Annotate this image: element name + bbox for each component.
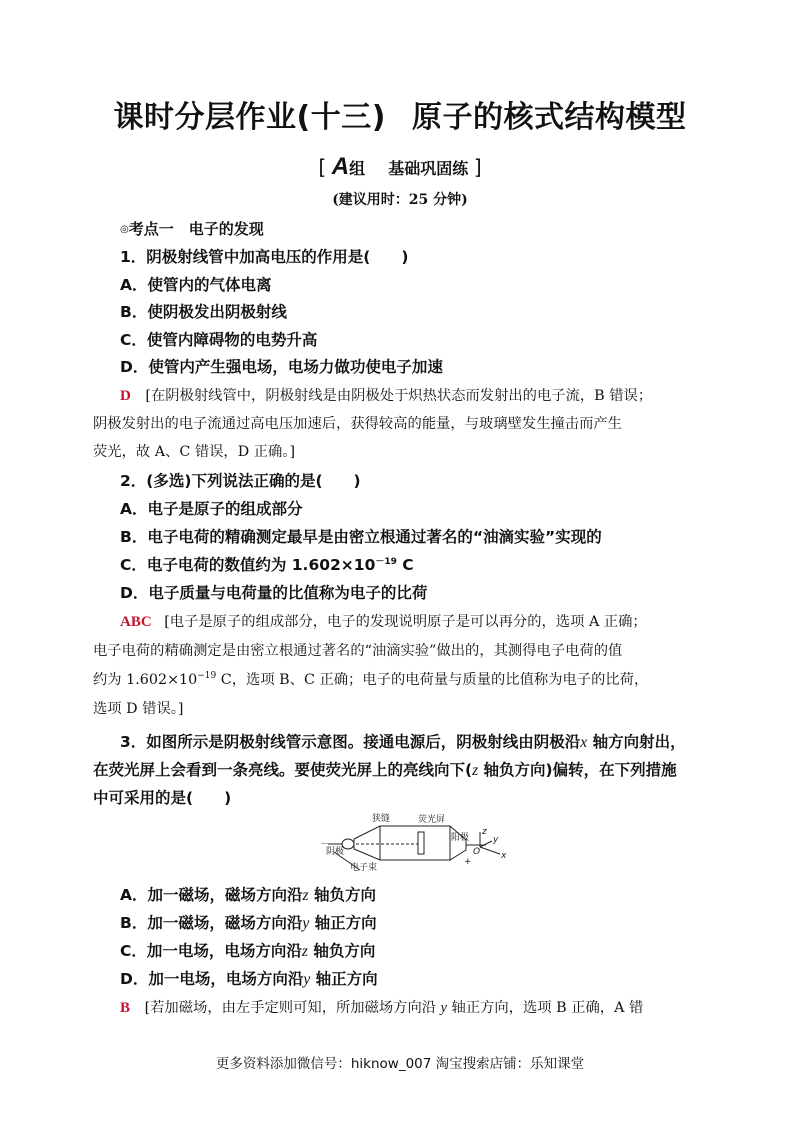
q2-option-c-unit: C <box>396 556 414 574</box>
q2-exp-exponent: −19 <box>197 671 217 682</box>
cathode-ray-tube-diagram <box>320 812 520 874</box>
label-x: x <box>501 851 507 861</box>
q2-explanation-line2: 电子电荷的精确测定是由密立根通过著名的“油滴实验”做出的，其测得电子电荷的值 <box>93 643 623 659</box>
q3-exp-post: 轴正方向，选项 B 正确，A 错 <box>446 1000 644 1016</box>
footer-note: 更多资料添加微信号：hiknow_007 淘宝搜索店铺：乐知课堂 <box>215 1056 585 1072</box>
q2-exp-text1: [电子是原子的组成部分，电子的发现说明原子是可以再分的，选项 A 正确； <box>164 614 647 630</box>
q3-option-a-var: z <box>302 887 309 904</box>
q2-option-c-text: C．电子电荷的数值约为 1.602×10 <box>120 556 376 574</box>
section-label: 考点一 电子的发现 <box>128 220 264 238</box>
q3-option-d-pre: D．加一电场，电场方向沿 <box>120 970 304 988</box>
q3-exp-pre: [若加磁场，由左手定则可知，所加磁场方向沿 <box>144 1000 441 1016</box>
q3-option-d-var: y <box>303 971 311 988</box>
q3-explanation-line1 <box>120 997 643 1017</box>
label-z: z <box>482 827 487 837</box>
group-close-bracket: ] <box>473 155 482 179</box>
q2-option-c-exponent: －19 <box>375 556 397 567</box>
label-cathode: 阴极 <box>326 847 345 857</box>
time-hint: (建议用时：25 分钟) <box>332 192 468 208</box>
q2-answer: ABC <box>120 614 152 630</box>
q3-stem-var-x: x <box>580 734 588 751</box>
q3-option-c-post: 轴负方向 <box>307 942 376 960</box>
q3-answer: B <box>120 1000 131 1016</box>
q1-explanation-line2: 阴极发射出的电子流通过高电压加速后，获得较高的能量，与玻璃壁发生撞击而产生 <box>93 416 622 432</box>
q2-explanation-line1 <box>120 611 647 631</box>
q1-explanation-line1 <box>120 385 652 405</box>
q3-stem2-text1: 在荧光屏上会看到一条亮线。要使荧光屏上的亮线向下( <box>93 761 473 779</box>
q2-stem: 2．(多选)下列说法正确的是( ) <box>120 472 361 490</box>
q3-exp-var: y <box>440 1000 447 1016</box>
q2-explanation-line4: 选项 D 错误。] <box>93 701 184 717</box>
tube-body-shape <box>354 826 466 860</box>
group-letter: A <box>331 153 350 180</box>
group-heading <box>0 153 800 181</box>
q3-option-a-post: 轴负方向 <box>308 886 376 904</box>
q2-exp-text3: 约为 1.602×10 <box>93 672 198 688</box>
q1-option-d: D．使管内产生强电场，电场力做功使电子加速 <box>120 358 443 376</box>
page-title <box>0 92 800 136</box>
q2-option-a: A．电子是原子的组成部分 <box>120 500 303 518</box>
group-open-bracket: [ <box>318 155 327 179</box>
q2-option-c <box>120 553 414 575</box>
q3-stem-line2 <box>93 758 677 780</box>
label-anode: 阳极 <box>451 833 470 843</box>
q1-explanation-line3: 荧光，故 A、C 错误，D 正确。] <box>93 444 296 460</box>
label-y: y <box>493 835 499 845</box>
label-slit: 狭缝 <box>372 814 391 824</box>
label-minus: － <box>320 840 330 850</box>
q3-option-a-pre: A．加一磁场，磁场方向沿 <box>120 886 303 904</box>
q1-exp-text1: [在阴极射线管中，阴极射线是由阴极处于炽热状态而发射出的电子流，B 错误； <box>145 388 653 404</box>
x-axis-line <box>480 847 500 854</box>
section-bullet-icon: ◎ <box>120 224 129 235</box>
screen-shape <box>418 832 424 854</box>
group-label: 组 <box>349 159 366 178</box>
label-screen: 荧光屏 <box>418 815 446 825</box>
q3-option-c-pre: C．加一电场，电场方向沿 <box>120 942 302 960</box>
q3-stem-line3: 中可采用的是( ) <box>93 789 232 807</box>
q3-option-c-var: z <box>301 943 308 960</box>
label-o: O <box>473 847 481 857</box>
q3-option-d <box>120 967 378 989</box>
title-part2: 原子的核式结构模型 <box>411 100 687 135</box>
q3-stem-text2: 轴方向射出， <box>587 733 686 751</box>
q3-stem2-var-z: z <box>472 762 479 779</box>
q3-option-b <box>120 911 377 933</box>
q3-stem-text1: 3．如图所示是阴极射线管示意图。接通电源后，阴极射线由阴极沿 <box>120 733 581 751</box>
q2-option-d: D．电子质量与电荷量的比值称为电子的比荷 <box>120 584 428 602</box>
q3-option-c <box>120 939 375 961</box>
q1-stem: 1．阴极射线管中加高电压的作用是( ) <box>120 248 409 266</box>
q1-option-b: B．使阴极发出阴极射线 <box>120 303 287 321</box>
q2-exp-tail: C，选项 B、C 正确；电子的电荷量与质量的比值称为电子的比荷， <box>216 672 649 688</box>
q3-stem2-text2: 轴负方向)偏转，在下列措施 <box>478 761 677 779</box>
q3-option-b-var: y <box>302 915 310 932</box>
section-heading <box>120 218 264 239</box>
q2-option-b: B．电子电荷的精确测定最早是由密立根通过著名的“油滴实验”实现的 <box>120 528 602 546</box>
q1-option-c: C．使管内障碍物的电势升高 <box>120 331 318 349</box>
q3-stem-line1 <box>120 730 686 752</box>
q2-explanation-line3 <box>93 669 648 689</box>
q3-option-a <box>120 883 376 905</box>
q1-option-a: A．使管内的气体电离 <box>120 276 272 294</box>
label-beam: 电子束 <box>350 863 378 873</box>
group-name: 基础巩固练 <box>388 159 469 178</box>
title-part1: 课时分层作业(十三) <box>113 100 386 135</box>
q3-option-d-post: 轴正方向 <box>310 970 378 988</box>
q1-answer: D <box>120 388 131 404</box>
label-plus: + <box>464 857 472 867</box>
y-axis-line <box>480 841 492 847</box>
q3-option-b-pre: B．加一磁场，磁场方向沿 <box>120 914 303 932</box>
q3-option-b-post: 轴正方向 <box>309 914 377 932</box>
